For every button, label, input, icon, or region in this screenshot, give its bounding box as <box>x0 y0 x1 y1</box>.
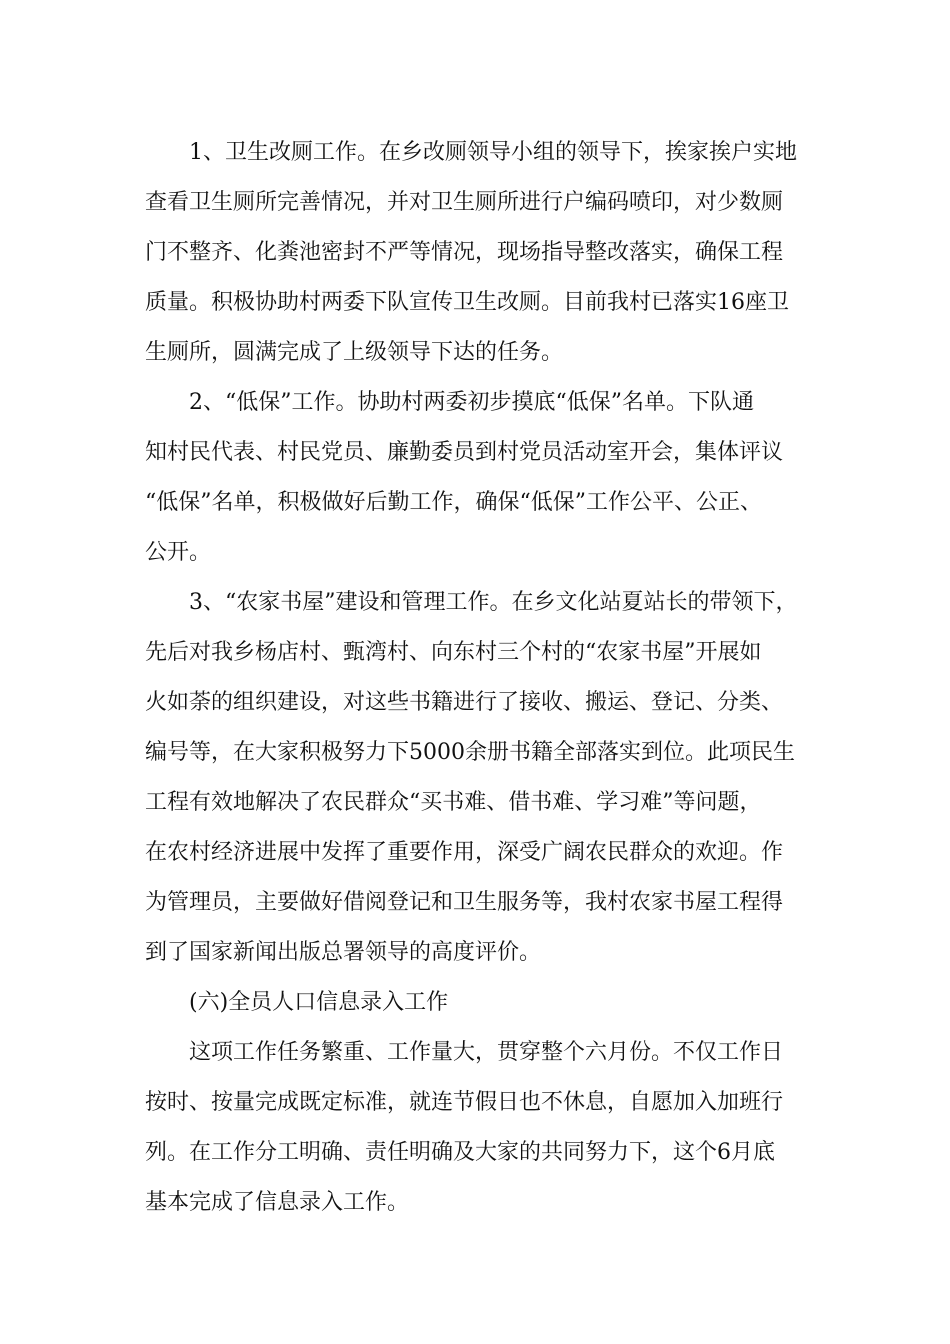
text-line: 为管理员，主要做好借阅登记和卫生服务等，我村农家书屋工程得 <box>145 890 784 915</box>
text-line: 质量。积极协助村两委下队宣传卫生改厕。目前我村已落实16座卫 <box>145 290 789 315</box>
text-line: 按时、按量完成既定标准，就连节假日也不休息，自愿加入加班行 <box>145 1090 784 1115</box>
text-line: 基本完成了信息录入工作。 <box>145 1190 410 1215</box>
paragraph-toilet-renovation <box>145 128 825 378</box>
text-line: 门不整齐、化粪池密封不严等情况，现场指导整改落实，确保工程 <box>145 240 784 265</box>
text-line: 在农村经济进展中发挥了重要作用，深受广阔农民群众的欢迎。作 <box>145 840 784 865</box>
text-line: 编号等，在大家积极努力下5000余册书籍全部落实到位。此项民生 <box>145 740 795 765</box>
text-line: 1、卫生改厕工作。在乡改厕领导小组的领导下，挨家挨户实地 <box>189 140 797 165</box>
text-line: 3、“农家书屋”建设和管理工作。在乡文化站夏站长的带领下， <box>189 590 798 615</box>
text-line: 工程有效地解决了农民群众“买书难、借书难、学习难”等问题， <box>145 790 762 815</box>
text-line: 查看卫生厕所完善情况，并对卫生厕所进行户编码喷印，对少数厕 <box>145 190 784 215</box>
text-line: 这项工作任务繁重、工作量大，贯穿整个六月份。不仅工作日 <box>189 1040 784 1065</box>
text-line: 知村民代表、村民党员、廉勤委员到村党员活动室开会，集体评议 <box>145 440 784 465</box>
text-line: 2、“低保”工作。协助村两委初步摸底“低保”名单。下队通 <box>189 390 754 415</box>
paragraph-population-data-entry <box>145 1028 825 1228</box>
text-line: “低保”名单，积极做好后勤工作，确保“低保”工作公平、公正、 <box>145 490 762 515</box>
document-body <box>145 128 825 1228</box>
paragraph-farmhouse-library <box>145 578 825 978</box>
text-line: 先后对我乡杨店村、甄湾村、向东村三个村的“农家书屋”开展如 <box>145 640 762 665</box>
text-line: 生厕所，圆满完成了上级领导下达的任务。 <box>145 340 564 365</box>
text-line: 列。在工作分工明确、责任明确及大家的共同努力下，这个6月底 <box>145 1140 775 1165</box>
paragraph-low-income-subsidy <box>145 378 825 578</box>
text-line: 火如荼的组织建设，对这些书籍进行了接收、搬运、登记、分类、 <box>145 690 784 715</box>
section-heading: (六)全员人口信息录入工作 <box>189 990 449 1015</box>
text-line: 公开。 <box>145 540 212 565</box>
text-line: 到了国家新闻出版总署领导的高度评价。 <box>145 940 542 965</box>
